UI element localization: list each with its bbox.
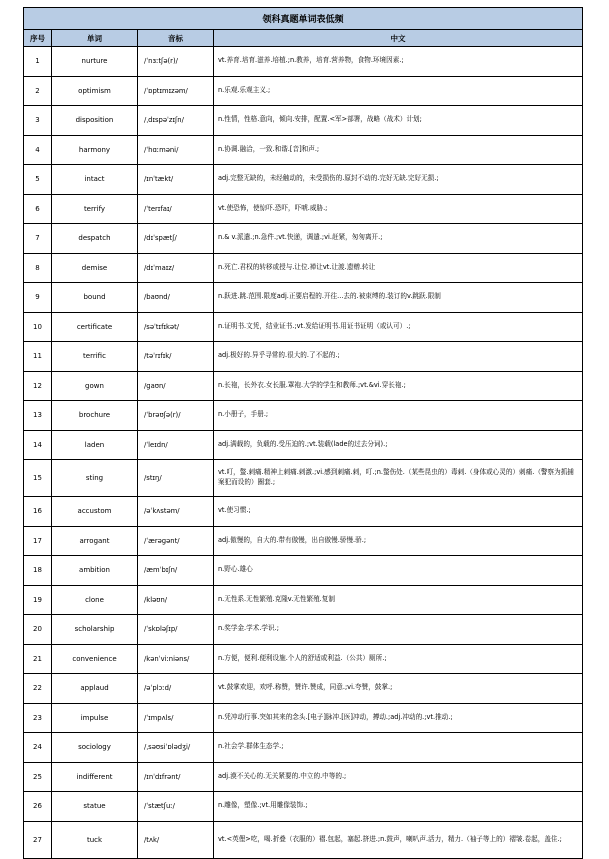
row-definition: n.性情，性格.意向，倾向.安排，配置.<军>部署，战略（战术）计划; xyxy=(214,106,583,136)
table-row xyxy=(24,703,583,733)
row-number: 24 xyxy=(24,733,52,763)
header-row xyxy=(24,30,583,47)
table-row xyxy=(24,556,583,586)
row-phonetic: /ˌdɪspəˈzɪʃn/ xyxy=(138,106,214,136)
table-row xyxy=(24,430,583,460)
row-phonetic: /təˈrɪfɪk/ xyxy=(138,342,214,372)
table-row xyxy=(24,342,583,372)
header-cn: 中文 xyxy=(214,30,583,47)
row-number: 26 xyxy=(24,792,52,822)
row-number: 3 xyxy=(24,106,52,136)
row-word: ambition xyxy=(52,556,138,586)
row-definition: vt.<英俚>吃，喝.折叠（衣服的）褶.包起，塞起.挤进.;n.鼓声，喇叭声.活力，精力.（袖子等上的）褶皱.卷起，盖住.; xyxy=(214,821,583,858)
row-word: demise xyxy=(52,253,138,283)
table-row xyxy=(24,401,583,431)
row-word: impulse xyxy=(52,703,138,733)
table-row xyxy=(24,312,583,342)
row-phonetic: /dɪˈspætʃ/ xyxy=(138,224,214,254)
row-word: scholarship xyxy=(52,615,138,645)
row-definition: vt.鼓掌欢迎，欢呼.称赞，赞许.赞成，同意.;vi.夸赞，鼓掌.; xyxy=(214,674,583,704)
row-number: 7 xyxy=(24,224,52,254)
row-number: 2 xyxy=(24,76,52,106)
row-phonetic: /ˈɒptɪmɪzəm/ xyxy=(138,76,214,106)
table-row xyxy=(24,371,583,401)
row-definition: n.方便，便利.便利设施.个人的舒适或利益.（公共）厕所.; xyxy=(214,644,583,674)
row-number: 4 xyxy=(24,135,52,165)
row-word: certificate xyxy=(52,312,138,342)
row-word: clone xyxy=(52,585,138,615)
row-definition: adj.完整无缺的，未经触动的，未受损伤的.原封不动的.完好无缺.完好无损.; xyxy=(214,165,583,195)
row-phonetic: /kləʊn/ xyxy=(138,585,214,615)
row-phonetic: /kənˈviːniəns/ xyxy=(138,644,214,674)
table-row xyxy=(24,47,583,77)
row-number: 1 xyxy=(24,47,52,77)
row-word: despatch xyxy=(52,224,138,254)
row-phonetic: /əˈkʌstəm/ xyxy=(138,497,214,527)
row-definition: adj.傲慢的，自大的.带有傲慢，出自傲慢.骄慢.骄.; xyxy=(214,526,583,556)
row-word: nurture xyxy=(52,47,138,77)
row-definition: adj.漠不关心的.无关紧要的.中立的.中等的.; xyxy=(214,762,583,792)
table-row xyxy=(24,165,583,195)
row-phonetic: /ɪnˈtækt/ xyxy=(138,165,214,195)
row-phonetic: /ˈskɒləʃɪp/ xyxy=(138,615,214,645)
table-row xyxy=(24,460,583,497)
row-definition: n.野心.雄心 xyxy=(214,556,583,586)
header-num: 序号 xyxy=(24,30,52,47)
table-row xyxy=(24,644,583,674)
table-row xyxy=(24,253,583,283)
row-definition: n.长袍，长外衣.女长服.罩袍.大学的学生和教师.;vt.&vi.穿长袍.; xyxy=(214,371,583,401)
table-row xyxy=(24,283,583,313)
row-word: terrify xyxy=(52,194,138,224)
table-row xyxy=(24,135,583,165)
row-phonetic: /ˈleɪdn/ xyxy=(138,430,214,460)
table-row xyxy=(24,585,583,615)
row-phonetic: /ˈbrəʊʃə(r)/ xyxy=(138,401,214,431)
title-row xyxy=(24,8,583,30)
row-definition: vt.养育.培育.滋养.培植.;n.教养，培育.营养物，食物.环境因素.; xyxy=(214,47,583,77)
row-word: statue xyxy=(52,792,138,822)
table-row xyxy=(24,497,583,527)
row-phonetic: /əˈplɔːd/ xyxy=(138,674,214,704)
row-number: 12 xyxy=(24,371,52,401)
table-row xyxy=(24,792,583,822)
row-number: 17 xyxy=(24,526,52,556)
row-phonetic: /ˈɪmpʌls/ xyxy=(138,703,214,733)
row-word: bound xyxy=(52,283,138,313)
row-phonetic: /ˈhɑːməni/ xyxy=(138,135,214,165)
header-ipa: 音标 xyxy=(138,30,214,47)
row-definition: vt.叮，螫.刺痛.精神上刺痛.刺激.;vi.感到刺痛.刺，叮.;n.螫伤处.（某些昆虫的）毒刺.（身体或心灵的）刺痛.（警察为抓捕案犯而设的）圈套.; xyxy=(214,460,583,497)
row-word: tuck xyxy=(52,821,138,858)
row-number: 20 xyxy=(24,615,52,645)
table-row xyxy=(24,762,583,792)
row-word: accustom xyxy=(52,497,138,527)
row-number: 14 xyxy=(24,430,52,460)
row-word: harmony xyxy=(52,135,138,165)
row-phonetic: /æmˈbɪʃn/ xyxy=(138,556,214,586)
row-definition: vt.使习惯.; xyxy=(214,497,583,527)
row-definition: vt.使恐怖，使惊吓.恐吓，吓唬.威胁.; xyxy=(214,194,583,224)
row-number: 27 xyxy=(24,821,52,858)
table-row xyxy=(24,733,583,763)
table-row xyxy=(24,674,583,704)
vocabulary-sheet xyxy=(23,7,582,859)
table-row xyxy=(24,194,583,224)
row-number: 15 xyxy=(24,460,52,497)
row-word: laden xyxy=(52,430,138,460)
row-phonetic: /ɪnˈdɪfrənt/ xyxy=(138,762,214,792)
row-definition: n.乐观.乐观主义.; xyxy=(214,76,583,106)
row-word: brochure xyxy=(52,401,138,431)
row-definition: n.协调.融洽，一致.和谐.[音]和声.; xyxy=(214,135,583,165)
row-number: 19 xyxy=(24,585,52,615)
row-phonetic: /dɪˈmaɪz/ xyxy=(138,253,214,283)
row-definition: n.小册子，手册.; xyxy=(214,401,583,431)
row-phonetic: /stɪŋ/ xyxy=(138,460,214,497)
row-phonetic: /ˈærəɡənt/ xyxy=(138,526,214,556)
row-word: sociology xyxy=(52,733,138,763)
row-word: convenience xyxy=(52,644,138,674)
row-word: intact xyxy=(52,165,138,195)
row-number: 21 xyxy=(24,644,52,674)
row-phonetic: /ˌsəʊsiˈɒlədʒi/ xyxy=(138,733,214,763)
row-number: 5 xyxy=(24,165,52,195)
row-definition: n.凭冲动行事.突如其来的念头.[电子]脉冲.[医]冲动，搏动.;adj.冲动的.;vt.推动.; xyxy=(214,703,583,733)
row-word: arrogant xyxy=(52,526,138,556)
row-number: 16 xyxy=(24,497,52,527)
row-number: 6 xyxy=(24,194,52,224)
row-phonetic: /ˈterɪfaɪ/ xyxy=(138,194,214,224)
table-row xyxy=(24,76,583,106)
row-number: 9 xyxy=(24,283,52,313)
row-definition: n.证明书.文凭，结业证书.;vt.发给证明书.用证书证明（或认可）.; xyxy=(214,312,583,342)
row-word: gown xyxy=(52,371,138,401)
row-definition: n.雕像，塑像.;vt.用雕像装饰.; xyxy=(214,792,583,822)
row-word: indifferent xyxy=(52,762,138,792)
row-definition: n.社会学.群体生态学.; xyxy=(214,733,583,763)
row-phonetic: /ɡaʊn/ xyxy=(138,371,214,401)
row-number: 25 xyxy=(24,762,52,792)
row-phonetic: /tʌk/ xyxy=(138,821,214,858)
row-definition: adj.极好的.异乎寻常的.很大的.了不起的.; xyxy=(214,342,583,372)
row-definition: adj.满载的，负载的.受压迫的.;vt.装载(lade的过去分词).; xyxy=(214,430,583,460)
row-phonetic: /səˈtɪfɪkət/ xyxy=(138,312,214,342)
row-word: optimism xyxy=(52,76,138,106)
table-row xyxy=(24,526,583,556)
row-word: applaud xyxy=(52,674,138,704)
row-phonetic: /baʊnd/ xyxy=(138,283,214,313)
row-number: 22 xyxy=(24,674,52,704)
table-row xyxy=(24,615,583,645)
row-number: 13 xyxy=(24,401,52,431)
row-number: 11 xyxy=(24,342,52,372)
row-definition: n.无性系.无性繁殖.克隆v.无性繁殖.复制 xyxy=(214,585,583,615)
row-number: 23 xyxy=(24,703,52,733)
table-row xyxy=(24,224,583,254)
row-definition: n.& v.派遣.;n.急件.;vt.快递，调遣.;vi.赶紧，匆匆离开.; xyxy=(214,224,583,254)
row-definition: n.奖学金.学术.学识.; xyxy=(214,615,583,645)
row-word: terrific xyxy=(52,342,138,372)
header-word: 单词 xyxy=(52,30,138,47)
vocabulary-table xyxy=(23,7,583,859)
row-definition: n.跃进.跳.范围.限度adj.正要启程的.开往...去的.被束缚的.装订的v.跳跃.限制 xyxy=(214,283,583,313)
row-number: 18 xyxy=(24,556,52,586)
table-row xyxy=(24,821,583,858)
table-title: 领科真题单词表低频 xyxy=(24,8,583,30)
row-definition: n.死亡.君权的转移或授与.让位.禅让vt.让渡.遗赠.转让 xyxy=(214,253,583,283)
row-word: disposition xyxy=(52,106,138,136)
row-phonetic: /ˈstætʃuː/ xyxy=(138,792,214,822)
row-number: 10 xyxy=(24,312,52,342)
row-phonetic: /ˈnɜːtʃə(r)/ xyxy=(138,47,214,77)
row-number: 8 xyxy=(24,253,52,283)
row-word: sting xyxy=(52,460,138,497)
table-row xyxy=(24,106,583,136)
